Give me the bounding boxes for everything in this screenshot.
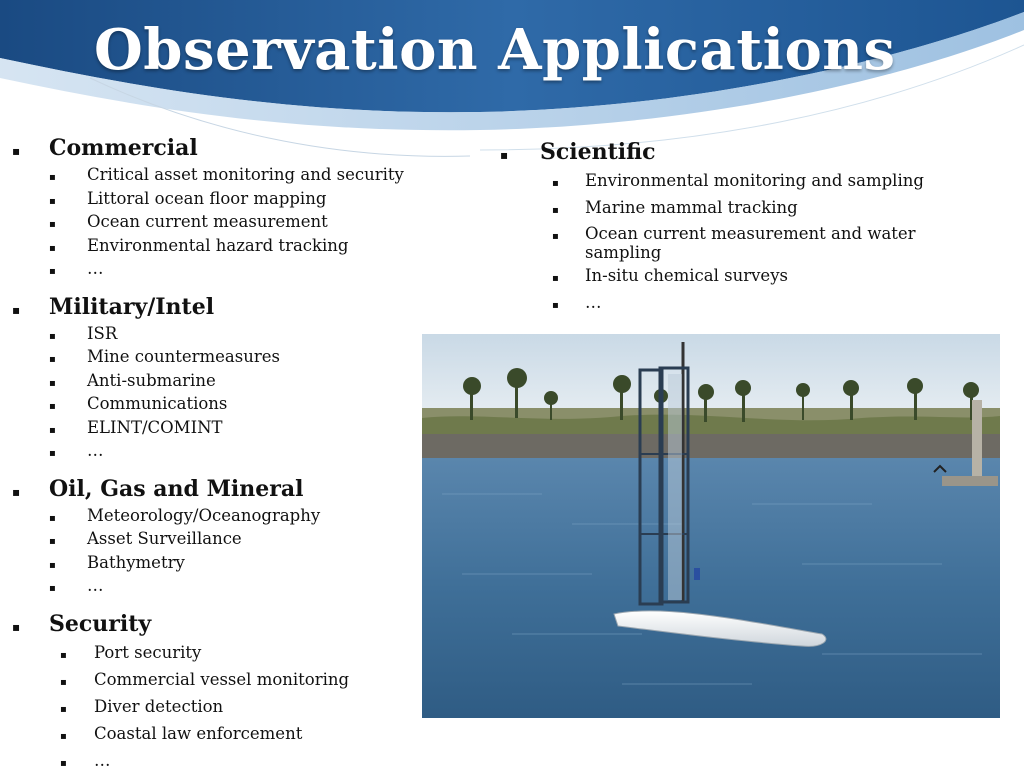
bullet-icon: ▪: [552, 299, 559, 311]
item-text: …: [87, 259, 104, 278]
section-heading: [12, 475, 417, 506]
list-item: [12, 749, 417, 776]
list-item: [12, 165, 417, 189]
item-text: …: [585, 292, 602, 312]
bullet-icon: ▪: [60, 730, 67, 742]
item-text: Environmental monitoring and sampling: [585, 171, 924, 190]
bullet-icon: ▪: [552, 204, 559, 216]
item-list: [12, 506, 417, 600]
bullet-icon: ▪: [49, 559, 56, 571]
list-item: [500, 291, 960, 318]
list-item: [12, 441, 417, 465]
item-text: Coastal law enforcement: [94, 723, 303, 743]
bullet-icon: ▪: [49, 448, 56, 459]
left-column: [12, 134, 417, 776]
section-security: [12, 610, 417, 776]
list-item: [500, 169, 960, 196]
bullet-icon: ▪: [60, 757, 67, 769]
bullet-icon: ▪: [12, 619, 21, 634]
item-text: Environmental hazard tracking: [87, 235, 349, 255]
list-item: [12, 347, 417, 371]
list-item: [12, 576, 417, 600]
list-item: [12, 641, 417, 668]
item-text: ISR: [87, 323, 118, 343]
section-heading: [500, 138, 960, 169]
item-text: ELINT/COMINT: [87, 417, 223, 437]
item-list: [12, 165, 417, 283]
list-item: [12, 394, 417, 418]
item-text: Communications: [87, 394, 228, 413]
item-text: Port security: [94, 642, 202, 662]
list-item: [12, 189, 417, 213]
item-list: [500, 169, 960, 317]
photo-illustration: [422, 334, 1000, 718]
item-text: …: [87, 576, 104, 595]
heading-text: Scientific: [540, 139, 656, 165]
heading-text: Commercial: [49, 135, 198, 161]
bullet-icon: ▪: [49, 583, 56, 594]
section-heading: [12, 610, 417, 641]
item-text: Marine mammal tracking: [585, 197, 798, 217]
list-item: [12, 418, 417, 442]
item-text: …: [87, 441, 104, 460]
list-item: [12, 695, 417, 722]
bullet-icon: ▪: [552, 231, 559, 242]
right-column: [500, 138, 960, 317]
bullet-icon: ▪: [49, 354, 56, 365]
item-text: Asset Surveillance: [87, 529, 242, 548]
item-text: Littoral ocean floor mapping: [87, 188, 327, 208]
item-text: Mine countermeasures: [87, 347, 280, 366]
list-item: [12, 506, 417, 530]
item-list: [12, 641, 417, 776]
list-item: [500, 264, 960, 291]
bullet-icon: ▪: [49, 377, 56, 389]
item-text: Anti-submarine: [87, 370, 216, 390]
bullet-icon: ▪: [12, 302, 21, 317]
section-heading: [12, 293, 417, 324]
section-oil-gas-mineral: [12, 475, 417, 600]
item-text: …: [94, 750, 111, 770]
bullet-icon: ▪: [49, 536, 56, 547]
slide-title: Observation Applications: [94, 17, 896, 83]
wave-glider-photo: [422, 334, 1000, 718]
bullet-icon: ▪: [60, 676, 67, 688]
item-text: Critical asset monitoring and security: [87, 165, 404, 184]
dock: [942, 476, 998, 486]
item-text: Ocean current measurement: [87, 212, 328, 231]
list-item: [12, 212, 417, 236]
list-item: [12, 324, 417, 348]
bullet-icon: ▪: [49, 266, 56, 277]
rock-jetty: [422, 434, 1000, 458]
bullet-icon: ▪: [49, 401, 56, 412]
bullet-icon: ▪: [49, 424, 56, 436]
bullet-icon: ▪: [12, 144, 21, 158]
piling: [972, 400, 982, 478]
heading-text: Oil, Gas and Mineral: [49, 475, 304, 502]
list-item: [12, 722, 417, 749]
list-item: [500, 222, 960, 264]
water: [422, 458, 1000, 718]
bullet-icon: ▪: [49, 195, 56, 207]
bullet-icon: ▪: [49, 512, 56, 524]
bullet-icon: ▪: [49, 330, 56, 342]
section-military-intel: [12, 293, 417, 465]
item-text: Bathymetry: [87, 552, 185, 572]
bullet-icon: ▪: [60, 703, 67, 715]
bullet-icon: ▪: [49, 219, 56, 230]
heading-text: Military/Intel: [49, 293, 215, 320]
bullet-icon: ▪: [49, 242, 56, 254]
section-scientific: [500, 138, 960, 317]
item-list: [12, 324, 417, 465]
list-item: [12, 553, 417, 577]
list-item: [500, 196, 960, 223]
bullet-icon: ▪: [552, 273, 559, 284]
item-text: Meteorology/Oceanography: [87, 505, 321, 525]
item-text: Diver detection: [94, 696, 224, 716]
bullet-icon: ▪: [552, 178, 559, 189]
bullet-icon: ▪: [500, 148, 509, 162]
list-item: [12, 529, 417, 553]
section-commercial: [12, 134, 417, 283]
item-text: Commercial vessel monitoring: [94, 669, 350, 689]
item-text: Ocean current measurement and water sampling: [585, 224, 916, 262]
section-heading: [12, 134, 417, 165]
list-item: [12, 668, 417, 695]
bullet-icon: ▪: [60, 649, 67, 661]
item-text: In-situ chemical surveys: [585, 266, 788, 285]
bullet-icon: ▪: [12, 484, 21, 499]
list-item: [12, 236, 417, 260]
list-item: [12, 371, 417, 395]
bullet-icon: ▪: [49, 172, 56, 183]
list-item: [12, 259, 417, 283]
heading-text: Security: [49, 610, 152, 637]
